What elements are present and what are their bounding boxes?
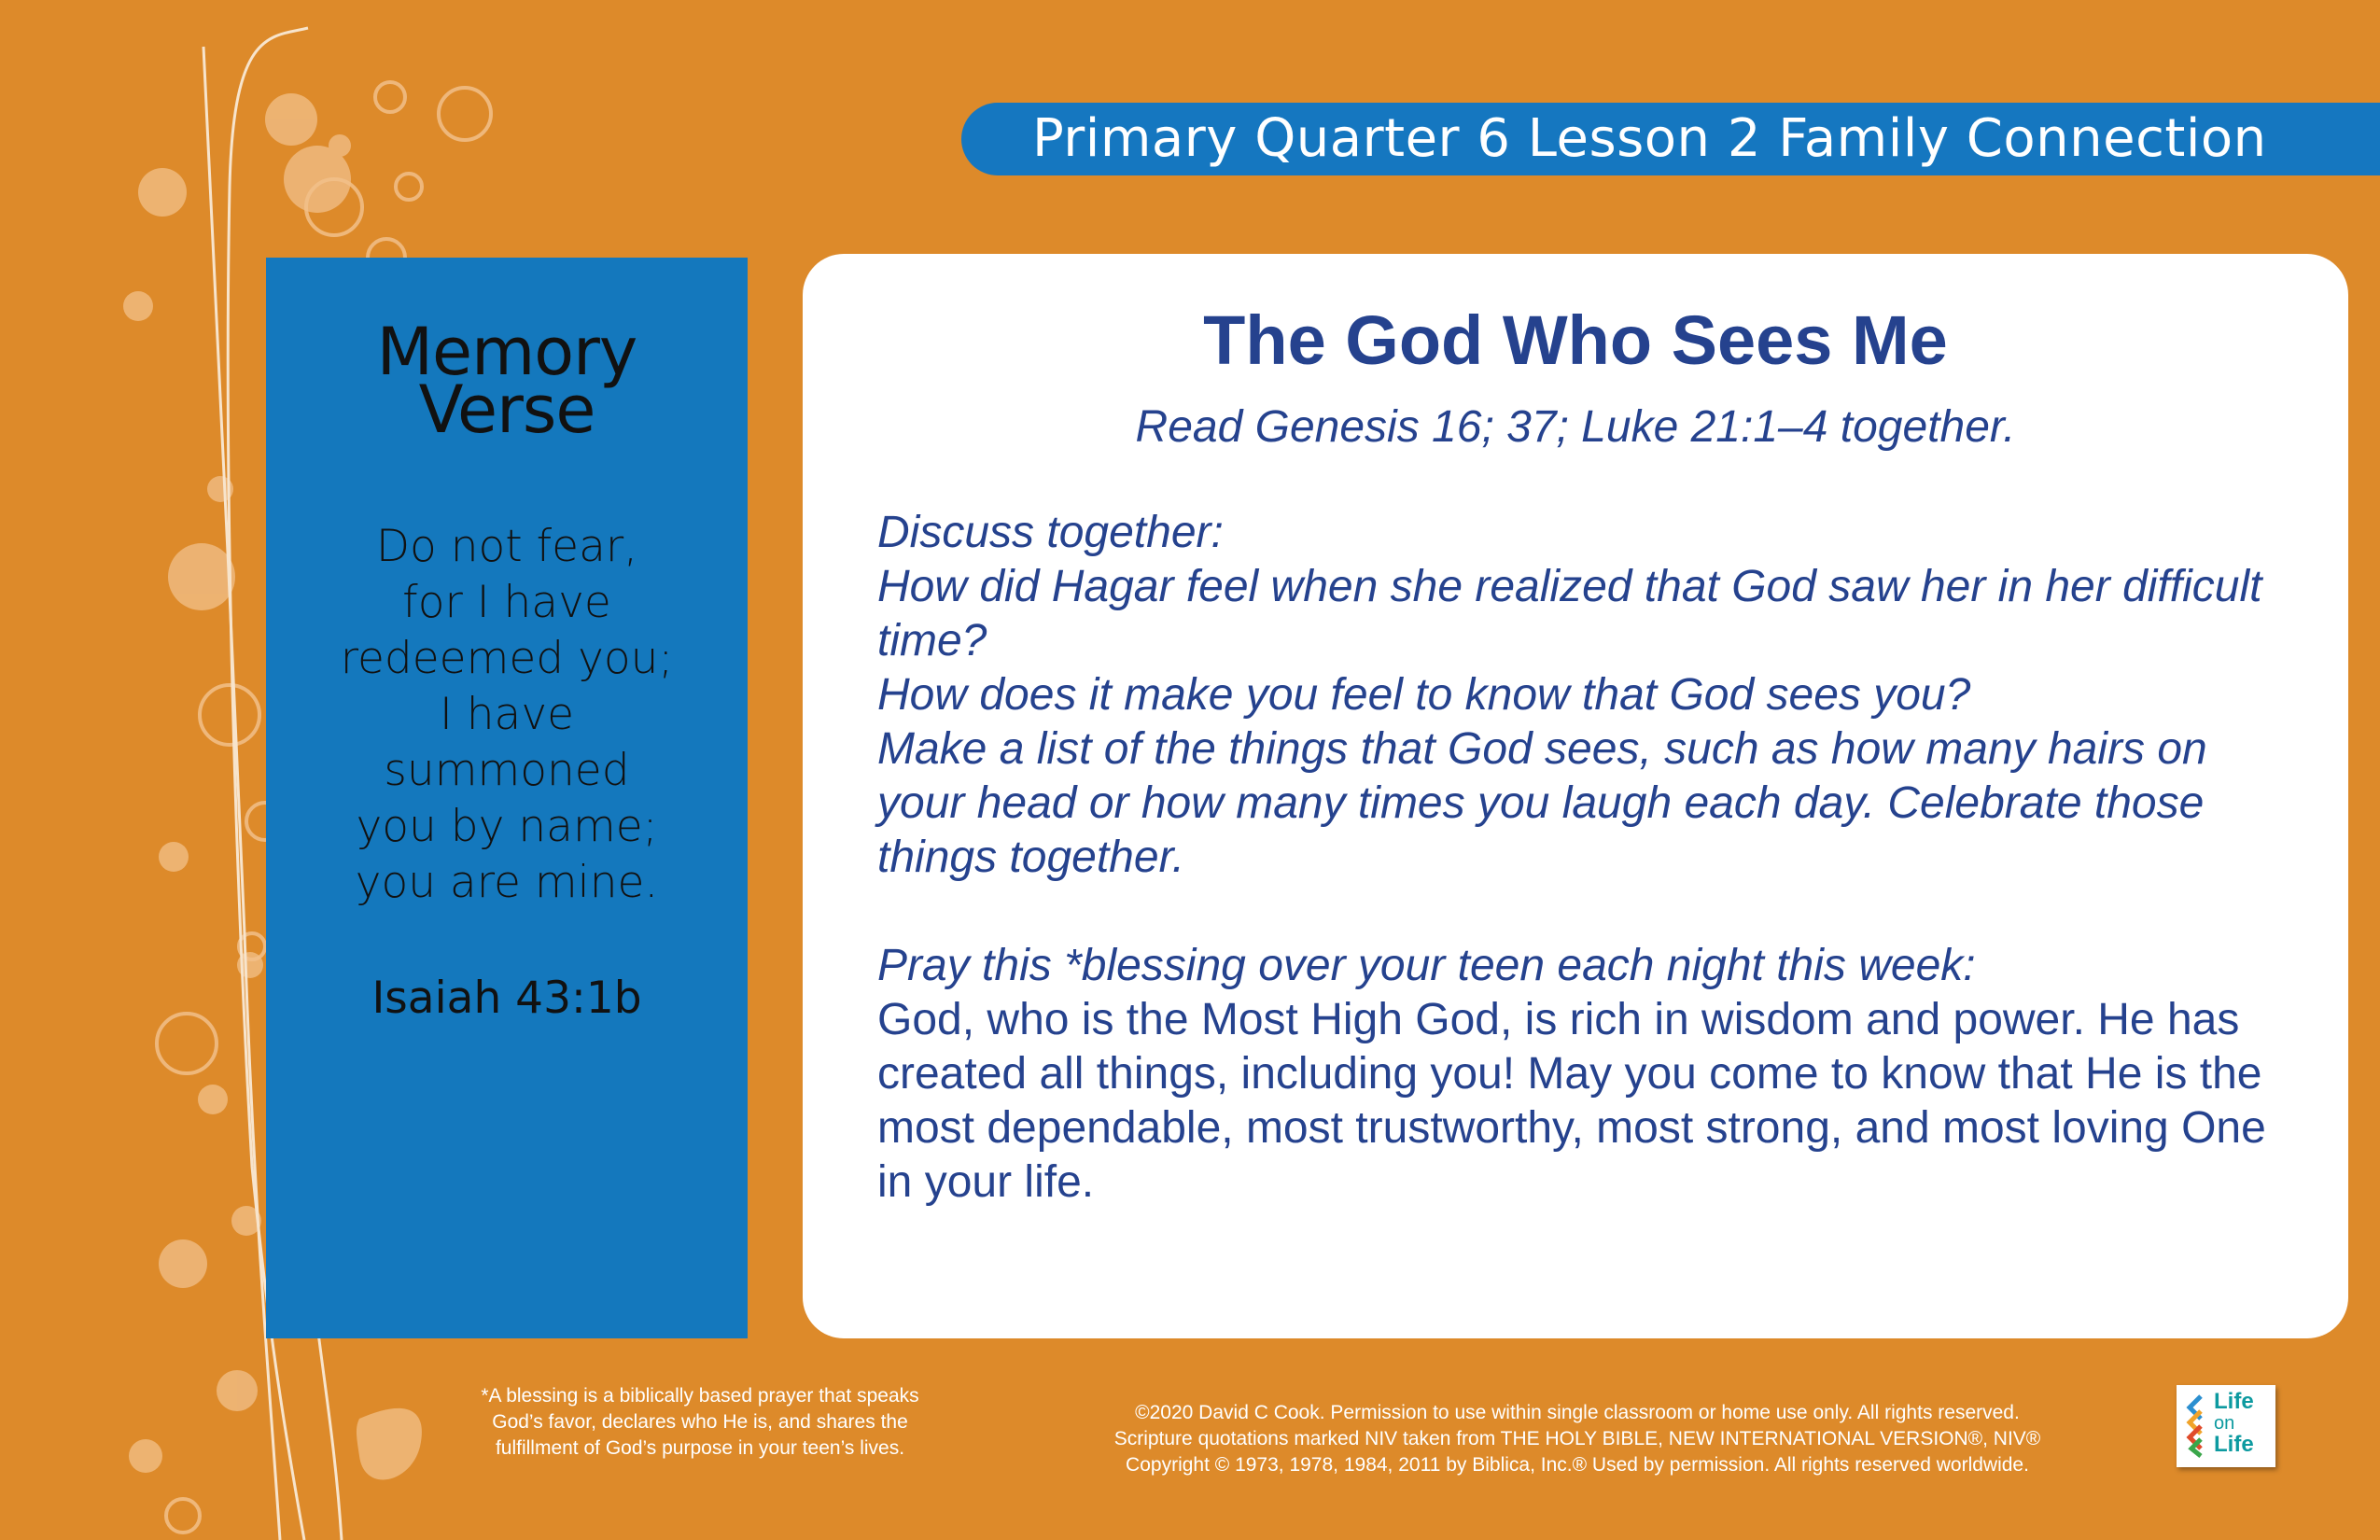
memory-heading-line: Memory [376,314,637,390]
copyright-line: Scripture quotations marked NIV taken from THE HOLY BIBLE, NEW INTERNATIONAL VERSION®, NIV® [1113,1428,2041,1449]
blessing-footnote [439,1383,961,1462]
verse-line: summoned [384,745,630,796]
footnote-line: fulfillment of God’s purpose in your teen’s lives. [495,1437,905,1459]
discuss-heading: Discuss together: [877,508,1224,557]
discussion-question: How does it make you feel to know that God sees you? [877,670,1971,720]
footnote-line: *A blessing is a biblically based prayer that speaks [481,1385,919,1407]
verse-line: Do not fear, [375,521,638,572]
discussion-question: How did Hagar feel when she realized that God saw her in her difficult time? [877,562,2262,665]
memory-verse-text [285,519,729,911]
logo-line: Life [2214,1389,2254,1414]
lesson-body [877,506,2277,1210]
logo-wordmark [2214,1391,2272,1456]
copyright-line: Copyright © 1973, 1978, 1984, 2011 by Biblica, Inc.® Used by permission. All rights reserved worldwide. [1126,1454,2029,1476]
memory-verse-panel [266,258,748,1338]
verse-line: you by name; [356,801,658,852]
lesson-title: The God Who Sees Me [1203,301,1948,379]
copyright-line: ©2020 David C Cook. Permission to use within single classroom or home use only. All rights reserved. [1135,1402,2020,1423]
memory-verse-heading [266,314,748,448]
memory-heading-line: Verse [418,371,595,448]
paragraph-gap [877,885,2277,939]
lesson-card [803,254,2348,1338]
reading-instruction: Read Genesis 16; 37; Luke 21:1–4 together. [1135,402,2016,452]
life-on-life-logo [2177,1385,2275,1467]
verse-reference: Isaiah 43:1b [371,973,642,1024]
discussion-question: Make a list of the things that God sees, such as how many hairs on your head or how many times you laugh each day. Celebrate those things together. [877,724,2207,882]
verse-line: redeemed you; [340,633,674,684]
copyright-notice [1017,1400,2137,1478]
logo-ribbon-icon [2182,1394,2210,1458]
verse-line: for I have [402,577,611,628]
blessing-text: God, who is the Most High God, is rich in wisdom and power. He has created all things, including you! May you come to know that He is the most dependable, most trustworthy, most strong, and most loving One in your life. [877,995,2266,1207]
logo-line: Life [2214,1432,2254,1457]
pray-heading: Pray this *blessing over your teen each night this week: [877,941,1976,990]
footnote-line: God’s favor, declares who He is, and shares the [492,1411,908,1433]
verse-line: I have [439,689,575,740]
logo-line: on [2214,1413,2235,1434]
verse-line: you are mine. [355,857,659,908]
page-title: Primary Quarter 6 Lesson 2 Family Connection [1032,108,2267,169]
